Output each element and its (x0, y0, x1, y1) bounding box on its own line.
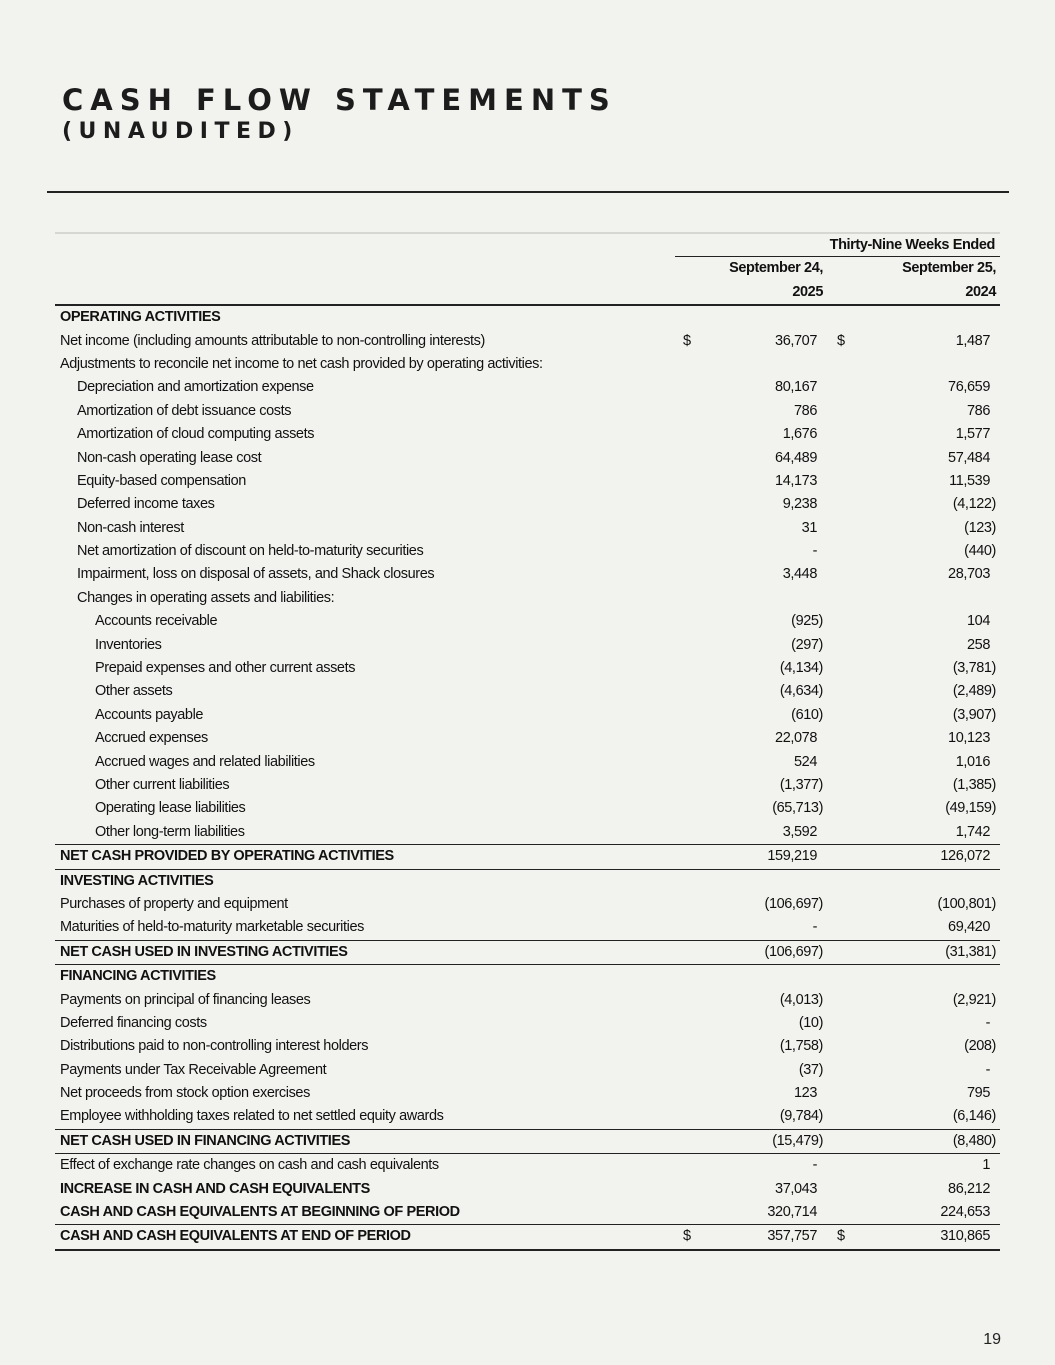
row-label: NET CASH USED IN INVESTING ACTIVITIES (60, 943, 348, 960)
row-label: Amortization of debt issuance costs (77, 402, 292, 419)
value-2024: 795 (967, 1085, 990, 1102)
value-2024: 57,484 (948, 449, 990, 466)
column-header-row (55, 257, 1000, 280)
value-2025: 22,078 (775, 730, 817, 747)
value-2025: 14,173 (775, 472, 817, 489)
table-row (55, 587, 1000, 610)
value-2024: (8,480) (952, 1132, 996, 1149)
table-row (55, 989, 1000, 1012)
value-2024: 86,212 (948, 1180, 990, 1197)
value-2024: (31,381) (945, 943, 996, 960)
value-2025: (10) (798, 1014, 823, 1031)
value-2024: 224,653 (940, 1204, 990, 1221)
row-label: Impairment, loss on disposal of assets, and Shack closures (77, 566, 435, 583)
table-row (55, 751, 1000, 774)
row-label: Purchases of property and equipment (60, 895, 288, 912)
value-2025: 3,592 (782, 823, 817, 840)
row-label: Other long-term liabilities (95, 823, 245, 840)
value-2025: 524 (794, 753, 817, 770)
value-2024: (3,781) (952, 660, 996, 677)
table-row (55, 563, 1000, 586)
value-2025: (610) (791, 706, 823, 723)
value-2024: (1,385) (952, 776, 996, 793)
table-row (55, 1224, 1000, 1250)
row-label: Net amortization of discount on held-to-maturity securities (77, 543, 424, 560)
value-2024: 69,420 (948, 919, 990, 936)
table-row (55, 1035, 1000, 1058)
table-row (55, 493, 1000, 516)
value-2025: (4,013) (779, 991, 823, 1008)
table-row (55, 940, 1000, 965)
value-2024: 1,016 (955, 753, 990, 770)
row-label: Employee withholding taxes related to net settled equity awards (60, 1108, 444, 1125)
row-label: Depreciation and amortization expense (77, 379, 314, 396)
row-label: Deferred income taxes (77, 496, 215, 513)
col2-header-year: 2024 (965, 283, 996, 300)
table-row (55, 1105, 1000, 1128)
value-2024: 104 (967, 613, 990, 630)
row-label: Non-cash interest (77, 519, 184, 536)
row-label: NET CASH USED IN FINANCING ACTIVITIES (60, 1132, 350, 1149)
column-year-row (55, 281, 1000, 306)
value-2025: (65,713) (772, 800, 823, 817)
row-label: Adjustments to reconcile net income to net cash provided by operating activities: (60, 355, 543, 372)
value-2024: 1,487 (955, 332, 990, 349)
row-label: Amortization of cloud computing assets (77, 426, 315, 443)
value-2025: 1,676 (782, 426, 817, 443)
table-row (55, 1012, 1000, 1035)
row-label: Changes in operating assets and liabilities: (77, 589, 335, 606)
value-2024: (100,801) (937, 895, 996, 912)
value-2025: 64,489 (775, 449, 817, 466)
value-2025: - (812, 919, 817, 936)
row-label: Prepaid expenses and other current assets (95, 660, 356, 677)
row-label: INVESTING ACTIVITIES (60, 872, 214, 889)
table-row (55, 965, 1000, 988)
value-2024: (49,159) (945, 800, 996, 817)
value-2024: 1,577 (955, 426, 990, 443)
value-2025: 3,448 (782, 566, 817, 583)
value-2025: (297) (791, 636, 823, 653)
row-label: Accounts receivable (95, 613, 218, 630)
value-2024: 310,865 (940, 1228, 990, 1245)
row-label: Other assets (95, 683, 173, 700)
row-label: Equity-based compensation (77, 472, 246, 489)
value-2024: 1,742 (955, 823, 990, 840)
value-2025: (106,697) (764, 895, 823, 912)
value-2025: 159,219 (767, 848, 817, 865)
table-row (55, 844, 1000, 869)
row-label: Maturities of held-to-maturity marketable securities (60, 919, 364, 936)
cash-flow-table (55, 234, 1000, 1251)
value-2025: 786 (794, 402, 817, 419)
table-row (55, 330, 1000, 353)
title-divider (47, 191, 1009, 193)
table-row (55, 774, 1000, 797)
row-label: CASH AND CASH EQUIVALENTS AT BEGINNING OF PERIOD (60, 1204, 460, 1221)
value-2025: 123 (794, 1085, 817, 1102)
table-row (55, 1059, 1000, 1082)
value-2025: 80,167 (775, 379, 817, 396)
row-label: Inventories (95, 636, 162, 653)
value-2025: (106,697) (764, 943, 823, 960)
table-row (55, 916, 1000, 939)
row-label: Deferred financing costs (60, 1014, 207, 1031)
currency-symbol: $ (683, 332, 691, 349)
table-row (55, 634, 1000, 657)
row-label: Net income (including amounts attributable to non-controlling interests) (60, 332, 485, 349)
table-row (55, 1201, 1000, 1224)
value-2025: (4,634) (779, 683, 823, 700)
row-label: CASH AND CASH EQUIVALENTS AT END OF PERIOD (60, 1228, 411, 1245)
value-2024: (4,122) (952, 496, 996, 513)
row-label: INCREASE IN CASH AND CASH EQUIVALENTS (60, 1180, 370, 1197)
row-label: Distributions paid to non-controlling interest holders (60, 1038, 369, 1055)
value-2024: - (985, 1014, 990, 1031)
value-2024: (123) (964, 519, 996, 536)
row-label: Operating lease liabilities (95, 800, 246, 817)
table-row (55, 893, 1000, 916)
value-2024: 11,539 (949, 472, 990, 489)
row-label: Net proceeds from stock option exercises (60, 1085, 310, 1102)
table-row (55, 704, 1000, 727)
value-2025: 37,043 (775, 1180, 817, 1197)
row-label: Accrued wages and related liabilities (95, 753, 315, 770)
value-2025: (1,377) (779, 776, 823, 793)
table-row (55, 447, 1000, 470)
row-label: NET CASH PROVIDED BY OPERATING ACTIVITIES (60, 848, 394, 865)
value-2025: 9,238 (782, 496, 817, 513)
row-label: OPERATING ACTIVITIES (60, 309, 221, 326)
row-label: Accounts payable (95, 706, 204, 723)
table-row (55, 1178, 1000, 1201)
value-2024: 126,072 (940, 848, 990, 865)
row-label: Payments under Tax Receivable Agreement (60, 1061, 327, 1078)
value-2024: 786 (967, 402, 990, 419)
currency-symbol: $ (837, 1228, 845, 1245)
table-row (55, 540, 1000, 563)
value-2024: 28,703 (948, 566, 990, 583)
value-2025: (4,134) (779, 660, 823, 677)
page-title: CASH FLOW STATEMENTS (62, 83, 617, 117)
table-row (55, 306, 1000, 329)
col2-header-date: September 25, (902, 260, 996, 277)
value-2024: 10,123 (948, 730, 990, 747)
page-subtitle: (UNAUDITED) (62, 119, 299, 144)
value-2025: (925) (791, 613, 823, 630)
currency-symbol: $ (837, 332, 845, 349)
table-row (55, 657, 1000, 680)
table-row (55, 517, 1000, 540)
value-2025: 357,757 (767, 1228, 817, 1245)
value-2024: (2,489) (952, 683, 996, 700)
value-2024: - (985, 1061, 990, 1078)
value-2024: (440) (964, 543, 996, 560)
table-row (55, 376, 1000, 399)
table-row (55, 1154, 1000, 1177)
value-2025: - (812, 543, 817, 560)
value-2024: (208) (964, 1038, 996, 1055)
table-row (55, 727, 1000, 750)
table-row (55, 400, 1000, 423)
table-body (55, 306, 1000, 1251)
value-2025: - (812, 1157, 817, 1174)
value-2025: (15,479) (772, 1132, 823, 1149)
row-label: Non-cash operating lease cost (77, 449, 262, 466)
value-2025: (37) (798, 1061, 823, 1078)
col1-header-date: September 24, (729, 260, 823, 277)
currency-symbol: $ (683, 1228, 691, 1245)
row-label: Effect of exchange rate changes on cash and cash equivalents (60, 1157, 439, 1174)
value-2025: 36,707 (775, 332, 817, 349)
page-number: 19 (983, 1331, 1001, 1348)
col1-header-year: 2025 (792, 283, 823, 300)
row-label: Accrued expenses (95, 730, 208, 747)
table-row (55, 870, 1000, 893)
table-row (55, 797, 1000, 820)
table-row (55, 353, 1000, 376)
value-2025: (9,784) (779, 1108, 823, 1125)
table-row (55, 610, 1000, 633)
period-header-row (55, 234, 1000, 257)
period-header: Thirty-Nine Weeks Ended (675, 234, 1000, 257)
table-row (55, 1082, 1000, 1105)
value-2025: 31 (801, 519, 817, 536)
value-2024: (2,921) (952, 991, 996, 1008)
table-row (55, 821, 1000, 844)
value-2024: 76,659 (948, 379, 990, 396)
value-2024: (6,146) (952, 1108, 996, 1125)
row-label: FINANCING ACTIVITIES (60, 968, 216, 985)
value-2025: 320,714 (767, 1204, 817, 1221)
row-label: Other current liabilities (95, 776, 230, 793)
value-2024: (3,907) (952, 706, 996, 723)
value-2025: (1,758) (779, 1038, 823, 1055)
table-row (55, 680, 1000, 703)
row-label: Payments on principal of financing leases (60, 991, 311, 1008)
table-row (55, 1129, 1000, 1154)
table-row (55, 470, 1000, 493)
value-2024: 1 (982, 1157, 990, 1174)
table-row (55, 423, 1000, 446)
value-2024: 258 (967, 636, 990, 653)
